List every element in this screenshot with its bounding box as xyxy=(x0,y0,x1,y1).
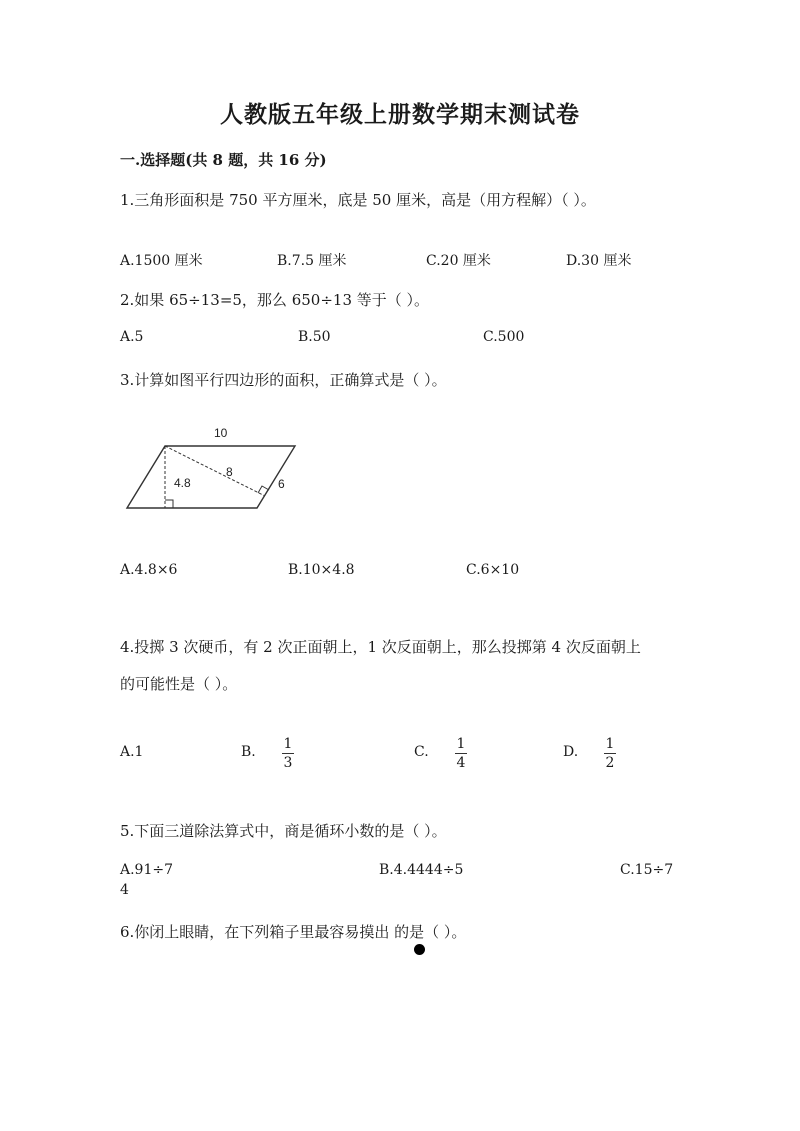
fraction-d-denominator: 2 xyxy=(605,755,615,771)
question-2: 2.如果 65÷13=5，那么 650÷13 等于（ ）。 xyxy=(120,291,430,309)
q3-option-a: A.4.8×6 xyxy=(120,562,178,578)
label-diagonal: 8 xyxy=(226,465,233,479)
fraction-b-denominator: 3 xyxy=(283,755,293,771)
page-title: 人教版五年级上册数学期末测试卷 xyxy=(220,101,580,128)
fraction-d-bar xyxy=(604,753,616,754)
q5-continuation: 4 xyxy=(120,882,129,898)
q5-option-b: B.4.4444÷5 xyxy=(379,862,464,878)
fraction-c-bar xyxy=(455,753,467,754)
fraction-c-denominator: 4 xyxy=(456,755,466,771)
question-4-line-1: 4.投掷 3 次硬币，有 2 次正面朝上，1 次反面朝上，那么投掷第 4 次反面朝上 xyxy=(120,638,641,656)
fraction-c-numerator: 1 xyxy=(456,736,466,752)
fraction-d-numerator: 1 xyxy=(605,736,615,752)
label-side: 6 xyxy=(278,477,285,491)
question-1: 1.三角形面积是 750 平方厘米，底是 50 厘米，高是（用方程解）（ ）。 xyxy=(120,191,596,209)
q4-option-b: B. xyxy=(241,744,256,760)
q2-option-c: C.500 xyxy=(483,329,525,345)
q4-fraction-b xyxy=(282,736,294,771)
question-6: 6.你闭上眼睛，在下列箱子里最容易摸出 的是（ ）。 xyxy=(120,923,467,941)
q4-option-a: A.1 xyxy=(120,744,144,760)
q1-option-c: C.20 厘米 xyxy=(426,253,491,269)
q1-option-d: D.30 厘米 xyxy=(566,253,632,269)
fraction-b-bar xyxy=(282,753,294,754)
q5-option-a: A.91÷7 xyxy=(120,862,174,878)
q4-fraction-c xyxy=(455,736,467,771)
q3-option-b: B.10×4.8 xyxy=(288,562,355,578)
parallelogram-figure xyxy=(120,418,310,518)
label-height: 4.8 xyxy=(174,476,191,490)
q1-option-a: A.1500 厘米 xyxy=(120,253,203,269)
q5-option-c: C.15÷7 xyxy=(620,862,674,878)
question-3: 3.计算如图平行四边形的面积，正确算式是（ ）。 xyxy=(120,371,447,389)
label-top: 10 xyxy=(214,426,228,440)
q2-option-a: A.5 xyxy=(120,329,144,345)
q2-option-b: B.50 xyxy=(298,329,331,345)
fraction-b-numerator: 1 xyxy=(283,736,293,752)
black-ball-icon xyxy=(414,944,425,955)
q4-option-d: D. xyxy=(563,744,579,760)
q1-option-b: B.7.5 厘米 xyxy=(277,253,347,269)
right-angle-mark-bottom xyxy=(165,500,173,508)
question-4-line-2: 的可能性是（ ）。 xyxy=(120,675,238,693)
q3-option-c: C.6×10 xyxy=(466,562,520,578)
q4-fraction-d xyxy=(604,736,616,771)
question-5: 5.下面三道除法算式中，商是循环小数的是（ ）。 xyxy=(120,822,447,840)
section-heading: 一.选择题(共 8 题，共 16 分) xyxy=(120,151,327,169)
q4-option-c: C. xyxy=(414,744,429,760)
parallelogram-shape xyxy=(127,446,295,508)
